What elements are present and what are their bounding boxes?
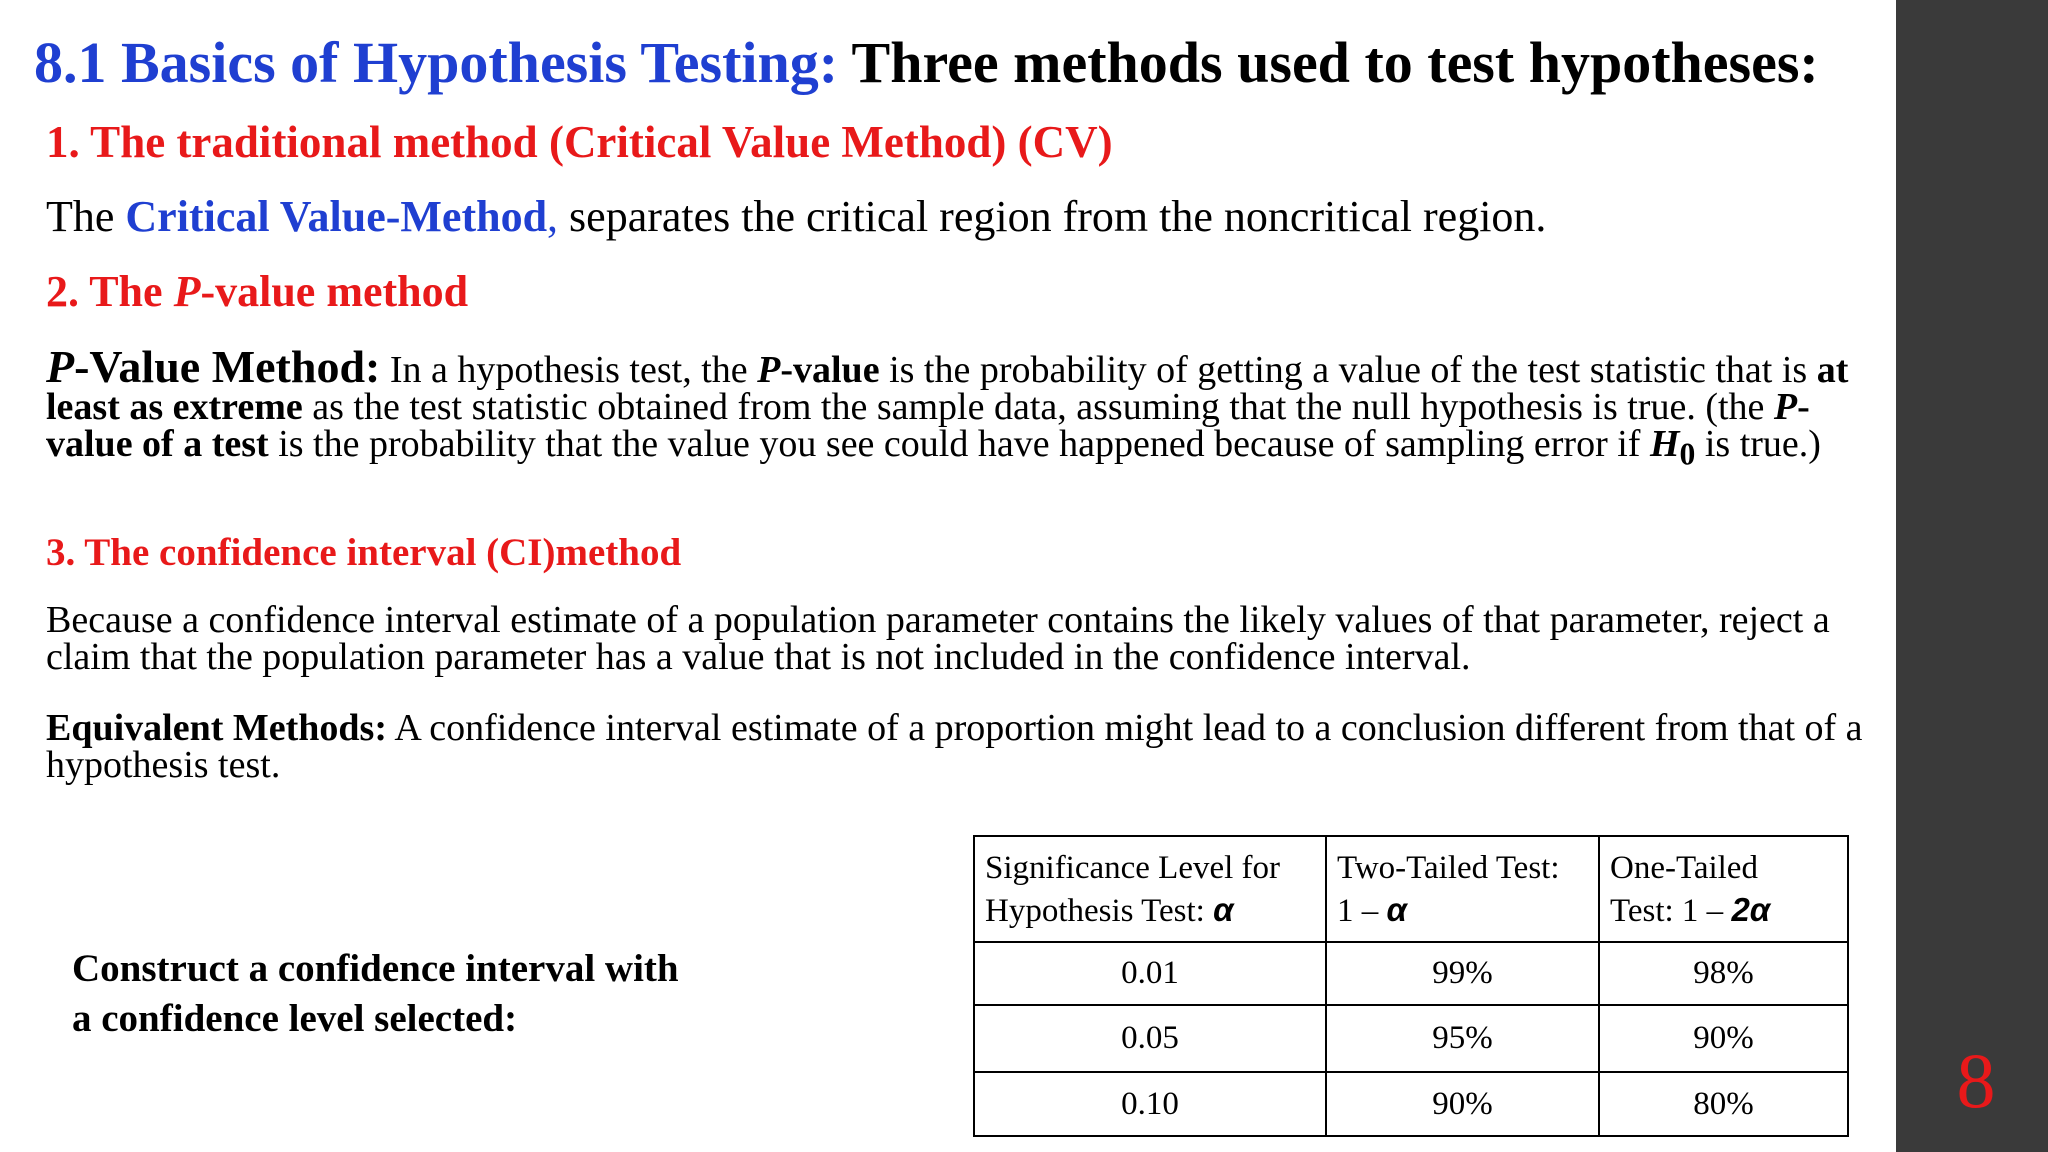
table-row — [974, 1072, 1848, 1136]
table-cell: 99% — [1326, 942, 1599, 1005]
at-least-as-extreme: at least as extreme — [46, 349, 1849, 428]
header-one-tailed: One-Tailed Test: 1 – 2α — [1599, 836, 1848, 942]
p-value-term: P-value — [757, 349, 880, 391]
table-header-row — [974, 836, 1848, 942]
method-1-description: The Critical Value-Method, separates the critical region from the noncritical region. — [46, 192, 1547, 241]
equivalent-methods: Equivalent Methods: A confidence interval estimate of a proportion might lead to a conclusion different from that of a hypothesis test. — [46, 707, 1863, 786]
table-cell: 80% — [1599, 1072, 1848, 1136]
title-section-label: 8.1 Basics of Hypothesis Testing: — [34, 30, 839, 95]
critical-value-term: Critical Value-Method — [125, 192, 548, 241]
table-cell: 98% — [1599, 942, 1848, 1005]
equivalent-methods-lead: Equivalent Methods: — [46, 707, 387, 749]
table-row — [974, 1005, 1848, 1072]
p-value-lead: P-Value Method: — [46, 341, 381, 392]
p-value-definition: P-Value Method: In a hypothesis test, the P-value is the probability of getting a value of the test statistic that is at least as extreme as the test statistic obtained from the sample data, assuming that the null hypothesis is true. (the P-value of a test is the probability that the value you see could have happened because of sampling error if $H_0$ is true.) — [46, 341, 1849, 472]
method-2-heading: 2. The P-value method — [46, 267, 469, 316]
p-value-of-test-term: P-value of a test — [46, 386, 1810, 465]
alpha-symbol: α — [1386, 890, 1407, 928]
table-cell: 90% — [1599, 1005, 1848, 1072]
alpha-symbol: α — [1213, 890, 1234, 928]
header-two-tailed: Two-Tailed Test: 1 – α — [1326, 836, 1599, 942]
table-cell: 95% — [1326, 1005, 1599, 1072]
table-cell: 0.01 — [974, 942, 1326, 1005]
title-text: Three methods used to test hypotheses: — [838, 30, 1819, 95]
method-3-description: Because a confidence interval estimate of a population parameter contains the likely values of that parameter, reject a claim that the population parameter has a value that is not included in the confidence interval. — [46, 599, 1830, 678]
method-1-heading: 1. The traditional method (Critical Value Method) (CV) — [46, 117, 1113, 167]
table-cell: 0.10 — [974, 1072, 1326, 1136]
confidence-level-table — [973, 835, 1849, 1137]
construct-interval-note: Construct a confidence interval with a confidence level selected: — [72, 947, 679, 1040]
null-hypothesis-symbol: $H_0$ — [1649, 423, 1696, 472]
slide-title — [34, 28, 1819, 98]
two-alpha-symbol: 2α — [1731, 890, 1771, 928]
method-3-heading: 3. The confidence interval (CI)method — [46, 531, 682, 574]
slide-sidebar — [1896, 0, 2048, 1152]
table-cell: 90% — [1326, 1072, 1599, 1136]
header-significance-level: Significance Level for Hypothesis Test: α — [974, 836, 1326, 942]
page-number: 8 — [1956, 1037, 1996, 1124]
table-row — [974, 942, 1848, 1005]
table-cell: 0.05 — [974, 1005, 1326, 1072]
